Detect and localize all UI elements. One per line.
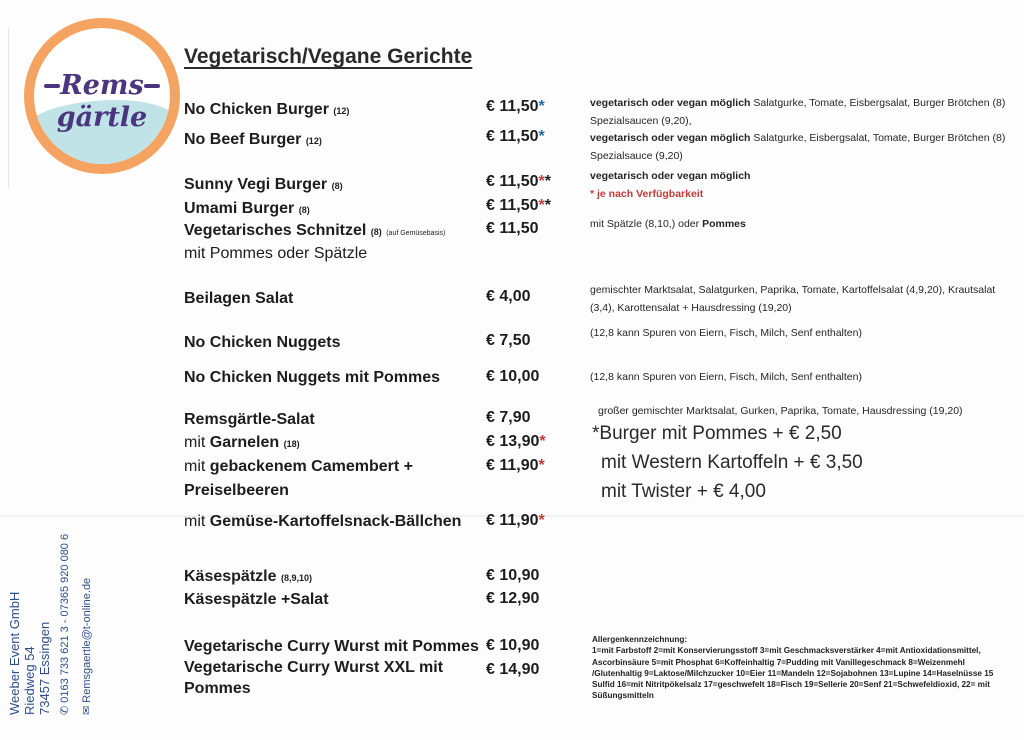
menu-item-name	[184, 290, 293, 308]
menu-item-description: (12,8 kann Spuren von Eiern, Fisch, Milch, Senf enthalten)	[590, 327, 862, 339]
menu-item-price	[486, 457, 545, 475]
menu-item-name-line2: Pommes	[184, 680, 251, 697]
item-name-text: Umami Burger	[184, 200, 295, 217]
menu-item-name-line2: mit Pommes oder Spätzle	[184, 245, 368, 262]
item-name-text: No Beef Burger	[184, 131, 302, 148]
allergen-codes: (12)	[333, 106, 350, 116]
company-email	[80, 578, 93, 715]
availability-note: * je nach Verfügbarkeit	[590, 188, 704, 200]
extras-line: *Burger mit Pommes + € 2,50	[592, 423, 842, 444]
menu-item-name	[184, 101, 349, 119]
price-text: € 13,90	[486, 433, 540, 450]
item-name-text: Vegetarisches Schnitzel	[184, 222, 367, 239]
logo-inner	[34, 28, 170, 164]
price-text: € 10,00	[486, 368, 540, 385]
allergen-codes: (18)	[283, 439, 300, 449]
menu-item-price	[486, 332, 530, 350]
menu-item-name	[184, 131, 322, 149]
item-name-text: No Chicken Burger	[184, 101, 329, 118]
menu-item-name	[184, 638, 479, 656]
price-mark: *	[538, 197, 545, 214]
price-mark-2: *	[544, 197, 551, 214]
price-mark: *	[538, 173, 545, 190]
price-text: € 11,50	[486, 98, 539, 115]
desc-text: Salatgurke, Eisbergsalat, Tomate, Burger Brötchen (8) Spezialsauce (9,20)	[590, 132, 1006, 162]
extras-line: mit Twister + € 4,00	[601, 481, 766, 502]
menu-item-description	[590, 167, 1010, 203]
price-mark: *	[538, 98, 545, 115]
item-name-text: No Chicken Nuggets	[184, 334, 341, 351]
menu-item-price	[486, 433, 546, 451]
paper-edge	[8, 28, 9, 188]
menu-item-name	[184, 334, 340, 352]
mail-icon: ✉	[81, 702, 93, 715]
menu-item-price	[486, 661, 539, 679]
price-mark-2: *	[544, 173, 551, 190]
menu-item-price	[486, 409, 530, 427]
allergen-title: Allergenkennzeichnung:	[592, 635, 688, 644]
menu-item-name	[184, 200, 310, 218]
menu-item-name	[184, 568, 312, 586]
item-name-text: Beilagen Salat	[184, 290, 294, 307]
desc-bold: vegetarisch oder vegan möglich	[590, 97, 751, 109]
price-text: € 11,90	[486, 457, 539, 474]
price-mark: *	[538, 128, 545, 145]
menu-item-price	[486, 197, 551, 215]
menu-item-name	[184, 434, 300, 452]
price-text: € 10,90	[486, 567, 540, 584]
allergen-codes: (8)	[370, 227, 382, 237]
logo-text-line1: Rems	[60, 70, 144, 101]
price-text: € 11,90	[486, 512, 539, 529]
menu-item-description	[590, 94, 1010, 130]
menu-item-name	[184, 458, 413, 476]
email-text: Remsgaertle@t-online.de	[81, 577, 93, 703]
desc-text: Salatgurke, Tomate, Eisbergsalat, Burger Brötchen (8) Spezialsaucen (9,20),	[590, 97, 1006, 127]
item-name-text: Remsgärtle-Salat	[184, 411, 315, 428]
allergen-codes: (8)	[298, 205, 310, 215]
item-prefix: mit	[184, 434, 210, 451]
menu-item-price	[486, 98, 545, 116]
allergen-text: 1=mit Farbstoff 2=mit Konservierungsstoff 3=mit Geschmacksverstärker 4=mit Antioxidationsmittel, Ascorbinsäure 5=mit Phosphat 6=Koffeinhaltig 7=Pudding mit Vanillegeschmack 8=Weizenmehl /Glutenhaltig 9=Laktose/Milchzucker 10=Eier 11=Mandeln 12=Sojabohnen 13=Lupine 14=Haselnüsse 15 Sulfid 16=mit Nitritpökelsalz 17=geschwefelt 18=Fisch 19=Sellerie 20=Senf 21=Schwefeldioxid, 22= mit Süßungsmitteln	[592, 646, 994, 701]
price-text: € 11,50	[486, 173, 539, 190]
extras-line: mit Western Kartoffeln + € 3,50	[601, 452, 863, 473]
price-text: € 11,50	[486, 220, 539, 237]
menu-item-price	[486, 512, 545, 530]
item-extra-note: (auf Gemüsebasis)	[386, 230, 446, 237]
price-text: € 12,90	[486, 590, 540, 607]
company-phone	[58, 534, 71, 715]
menu-item-name	[184, 591, 329, 609]
menu-item-name	[184, 513, 461, 531]
price-mark: *	[538, 512, 545, 529]
menu-item-name	[184, 176, 343, 194]
company-name: Weeber Event GmbH	[7, 591, 22, 715]
desc-bold: Pommes	[702, 218, 746, 230]
item-prefix: mit	[184, 458, 210, 475]
logo-text-line2: gärtle	[56, 102, 148, 133]
menu-item-price	[486, 220, 539, 238]
price-text: € 4,00	[486, 288, 531, 305]
menu-item-price	[486, 590, 539, 608]
desc-text: mit Spätzle (8,10,) oder	[590, 218, 703, 230]
price-text: € 11,50	[486, 128, 539, 145]
menu-item-name	[184, 222, 445, 240]
desc-bold: vegetarisch oder vegan möglich	[590, 132, 751, 144]
phone-text: 0163 733 621 3 - 07365 920 080 6	[59, 533, 71, 703]
menu-item-description: gemischter Marktsalat, Salatgurken, Paprika, Tomate, Kartoffelsalat (4,9,20), Krautsalat (3,4), Karottensalat + Hausdressing (19,20)	[590, 284, 996, 314]
allergen-legend	[592, 634, 1017, 702]
price-text: € 7,90	[486, 409, 531, 426]
price-text: € 7,50	[486, 332, 531, 349]
menu-item-price	[486, 128, 545, 146]
page-title: Vegetarisch/Vegane Gerichte	[184, 45, 473, 68]
price-mark: *	[538, 457, 545, 474]
item-name-text: Sunny Vegi Burger	[184, 176, 328, 193]
company-city: 73457 Essingen	[37, 621, 52, 715]
menu-item-name	[184, 659, 443, 677]
desc-bold: vegetarisch oder vegan möglich	[590, 170, 751, 182]
item-name-text: Vegetarische Curry Wurst XXL mit	[184, 659, 444, 676]
remsgaertle-logo	[24, 18, 180, 174]
menu-item-price	[486, 368, 539, 386]
allergen-codes: (8,9,10)	[280, 573, 312, 583]
allergen-codes: (12)	[305, 136, 322, 146]
item-name-text: Vegetarische Curry Wurst mit Pommes	[184, 638, 479, 655]
menu-item-name	[184, 369, 440, 387]
menu-item-description: (12,8 kann Spuren von Eiern, Fisch, Milch, Senf enthalten)	[590, 371, 862, 383]
item-name-text: Garnelen	[209, 434, 280, 451]
menu-item-name-line2: Preiselbeeren	[184, 482, 289, 499]
price-mark: *	[539, 433, 546, 450]
menu-item-price	[486, 567, 539, 585]
item-name-text: Käsespätzle +Salat	[184, 591, 329, 608]
item-name-text: Käsespätzle	[184, 568, 277, 585]
item-name-text: No Chicken Nuggets mit Pommes	[184, 369, 441, 386]
allergen-codes: (8)	[331, 181, 343, 191]
company-street: Riedweg 54	[22, 646, 37, 715]
menu-item-name	[184, 411, 315, 429]
menu-item-price	[486, 288, 530, 306]
price-text: € 11,50	[486, 197, 539, 214]
menu-item-description	[590, 129, 1010, 165]
price-text: € 10,90	[486, 637, 540, 654]
item-name-text: gebackenem Camembert +	[209, 458, 413, 475]
menu-item-price	[486, 637, 539, 655]
item-prefix: mit	[184, 513, 210, 530]
menu-item-price	[486, 173, 551, 191]
price-text: € 14,90	[486, 661, 540, 678]
item-name-text: Gemüse-Kartoffelsnack-Bällchen	[209, 513, 462, 530]
phone-icon: ✆	[59, 702, 71, 715]
menu-item-description	[590, 215, 1010, 233]
menu-item-description: großer gemischter Marktsalat, Gurken, Paprika, Tomate, Hausdressing (19,20)	[598, 405, 963, 417]
